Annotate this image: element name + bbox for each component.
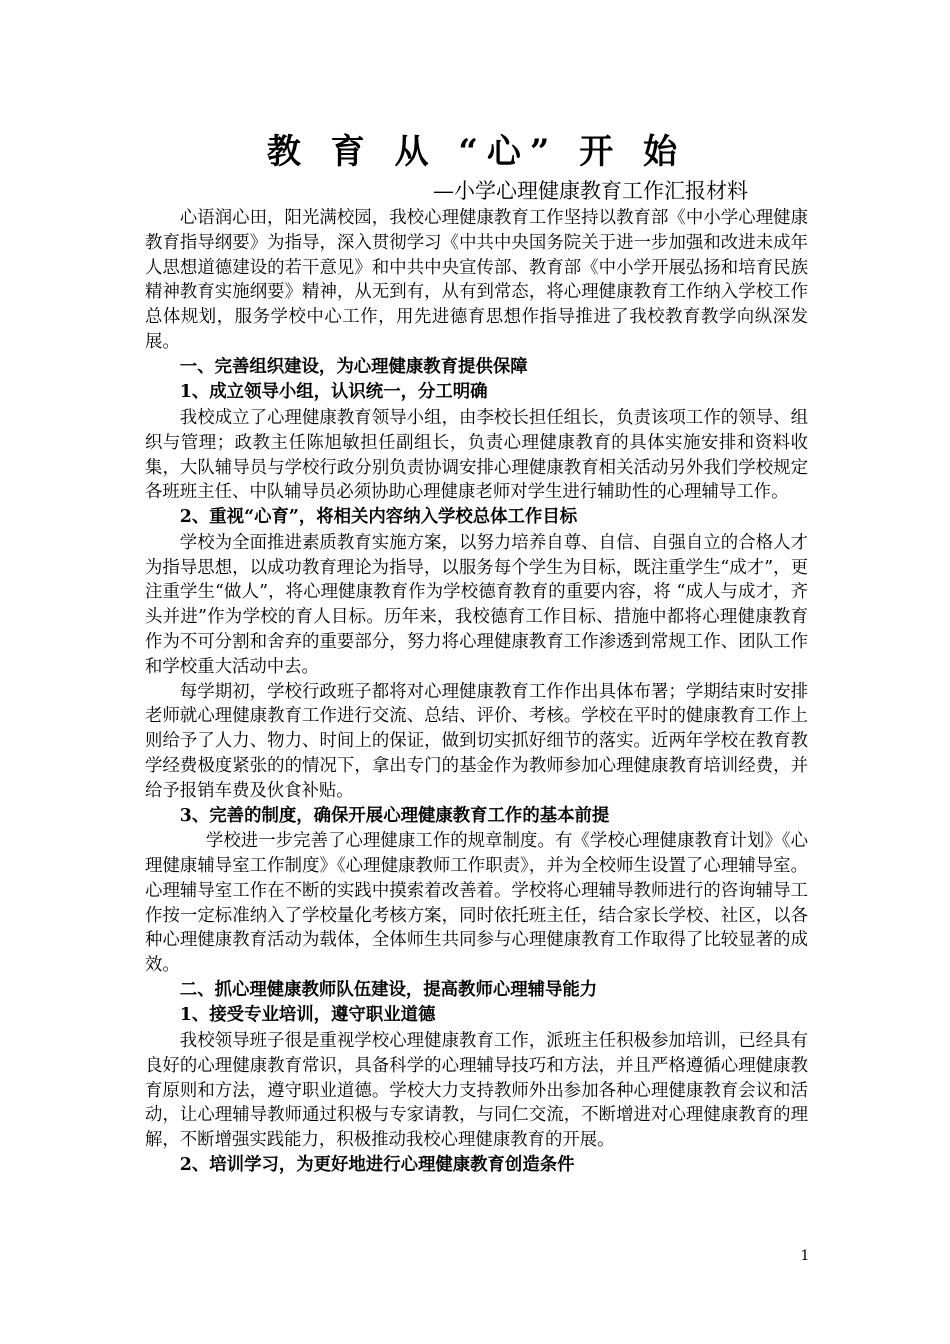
section-heading: 2、培训学习，为更好地进行心理健康教育创造条件 [179, 1155, 575, 1176]
body-paragraph: 我校领导班子很是重视学校心理健康教育工作，派班主任积极参加培训，已经具有良好的心理健康教育常识，具备科学的心理辅导技巧和方法，并且严格遵循心理健康教育原则和方法，遵守职业道德。学校大力支持教师外出参加各种心理健康教育会议和活动，让心理辅导教师通过积极与专家请教，与同仁交流，不断增进对心理健康教育的理解，不断增强实践能力，积极推动我校心理健康教育的开展。 [145, 1031, 808, 1151]
body-paragraph: 学校进一步完善了心理健康工作的规章制度。有《学校心理健康教育计划》《心理健康辅导室工作制度》《心理健康教师工作职责》，并为全校师生设置了心理辅导室。心理辅导室工作在不断的实践中摸索着改善着。学校将心理辅导教师进行的咨询辅导工作按一定标准纳入了学校量化考核方案，同时依托班主任，结合家长学校、社区，以各种心理健康教育活动为载体，全体师生共同参与心理健康教育工作取得了比较显著的成效。 [145, 831, 808, 976]
body-paragraph: 学校为全面推进素质教育实施方案，以努力培养自尊、自信、自强自立的合格人才为指导思想，以成功教育理论为指导，以服务每个学生为目标，既注重学生“成才”，更注重学生“做人”，将心理健康教育作为学校德育教育的重要内容，将 “成人与成才，齐头并进”作为学校的育人目标。历年来，我校德育工作目标、措施中都将心理健康教育作为不可分割和舍弃的重要部分，努力将心理健康教育工作渗透到常规工作、团队工作和学校重大活动中去。 [145, 532, 808, 677]
section-heading: 1、接受专业培训，遵守职业道德 [179, 1005, 436, 1026]
section-heading: 3、完善的制度，确保开展心理健康教育工作的基本前提 [179, 805, 610, 826]
page-number: 1 [800, 1248, 810, 1264]
body-paragraph: 每学期初，学校行政班子都将对心理健康教育工作作出具体布署；学期结束时安排老师就心理健康教育工作进行交流、总结、评价、考核。学校在平时的健康教育工作上则给予了人力、物力、时间上的保证，做到切实抓好细节的落实。近两年学校在教育教学经费极度紧张的的情况下，拿出专门的基金作为教师参加心理健康教育培训经费，并给予报销车费及伙食补贴。 [145, 681, 808, 801]
section-heading: 一、完善组织建设，为心理健康教育提供保障 [179, 356, 528, 377]
document-subtitle: —小学心理健康教育工作汇报材料 [433, 179, 748, 203]
document-title: 教 育 从 “心” 开 始 [266, 132, 687, 172]
body-paragraph: 我校成立了心理健康教育领导小组，由李校长担任组长，负责该项工作的领导、组织与管理；政教主任陈旭敏担任副组长，负责心理健康教育的具体实施安排和资料收集，大队辅导员与学校行政分别负责协调安排心理健康教育相关活动另外我们学校规定各班班主任、中队辅导员必须协助心理健康老师对学生进行辅助性的心理辅导工作。 [145, 407, 808, 503]
section-heading: 二、抓心理健康教师队伍建设，提高教师心理辅导能力 [179, 979, 598, 1000]
body-paragraph: 心语润心田，阳光满校园，我校心理健康教育工作坚持以教育部《中小学心理健康教育指导纲要》为指导，深入贯彻学习《中共中央国务院关于进一步加强和改进未成年人思想道德建设的若干意见》和中共中央宣传部、教育部《中小学开展弘扬和培育民族精神教育实施纲要》精神，从无到有，从有到常态，将心理健康教育工作纳入学校工作总体规划，服务学校中心工作，用先进德育思想作指导推进了我校教育教学向纵深发展。 [145, 208, 808, 352]
section-heading: 1、成立领导小组，认识统一，分工明确 [179, 382, 488, 403]
section-heading: 2、重视“心育”，将相关内容纳入学校总体工作目标 [179, 507, 578, 528]
document-blocks [145, 206, 808, 1179]
document-body [145, 132, 808, 1179]
